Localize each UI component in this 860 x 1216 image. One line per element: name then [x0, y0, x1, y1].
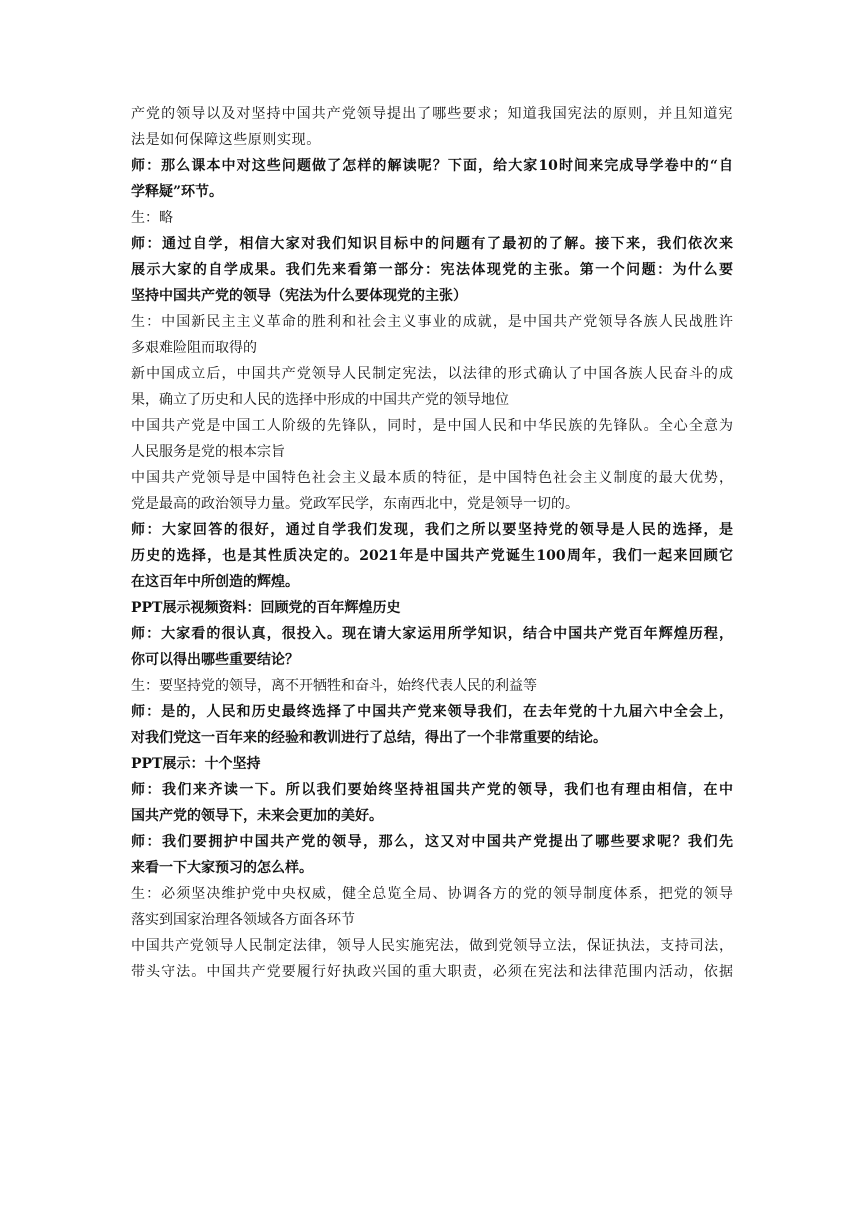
text-line: 法是如何保障这些原则实现。: [131, 132, 321, 148]
teacher-text-line: 展示大家的自学成果。我们先来看第一部分：宪法体现党的主张。第一个问题：为什么要: [131, 262, 733, 278]
text-line: 生：必须坚决维护党中央权威，健全总览全局、协调各方的党的领导制度体系，把党的领导: [131, 886, 733, 902]
text-line: 多艰难险阻而取得的: [131, 340, 257, 356]
teacher-text-line: 师：是的，人民和历史最终选择了中国共产党来领导我们，在去年党的十九届六中全会上，: [131, 704, 733, 720]
text-line: 新中国成立后，中国共产党领导人民制定宪法，以法律的形式确认了中国各族人民奋斗的成: [131, 366, 733, 382]
text-line: 生：要坚持党的领导，离不开牺牲和奋斗，始终代表人民的利益等: [131, 678, 537, 694]
teacher-text-line: 来看一下大家预习的怎么样。: [131, 860, 313, 876]
text-line: 产党的领导以及对坚持中国共产党领导提出了哪些要求；知道我国宪法的原则，并且知道宪: [131, 106, 733, 122]
teacher-text-line: PPT展示视频资料：回顾党的百年辉煌历史: [131, 600, 401, 616]
teacher-text-line: 师：那么课本中对这些问题做了怎样的解读呢？下面，给大家10时间来完成导学卷中的“自: [131, 158, 733, 174]
text-line: 党是最高的政治领导力量。党政军民学，东南西北中，党是领导一切的。: [131, 496, 579, 512]
text-line: 果，确立了历史和人民的选择中形成的中国共产党的领导地位: [131, 392, 509, 408]
text-line: 落实到国家治理各领域各方面各环节: [131, 912, 355, 928]
teacher-text-line: 坚持中国共产党的领导（宪法为什么要体现党的主张）: [131, 288, 467, 304]
text-line: 带头守法。中国共产党要履行好执政兴国的重大职责，必须在宪法和法律范围内活动，依据: [131, 964, 733, 980]
teacher-text-line: 学释疑”环节。: [131, 184, 224, 200]
text-line: 生：略: [131, 210, 173, 226]
teacher-text-line: 国共产党的领导下，未来会更加的美好。: [131, 808, 383, 824]
teacher-text-line: 师：我们要拥护中国共产党的领导，那么，这又对中国共产党提出了哪些要求呢？我们先: [131, 834, 733, 850]
teacher-text-line: 师：大家看的很认真，很投入。现在请大家运用所学知识，结合中国共产党百年辉煌历程，: [131, 626, 733, 642]
teacher-text-line: 师：大家回答的很好，通过自学我们发现，我们之所以要坚持党的领导是人民的选择，是: [131, 522, 733, 538]
teacher-text-line: 你可以得出哪些重要结论？: [131, 652, 299, 668]
teacher-text-line: 历史的选择，也是其性质决定的。2021年是中国共产党诞生100周年，我们一起来回顾它: [131, 548, 733, 564]
text-line: 中国共产党是中国工人阶级的先锋队，同时，是中国人民和中华民族的先锋队。全心全意为: [131, 418, 733, 434]
document-body: [131, 101, 733, 985]
text-line: 生：中国新民主主义革命的胜利和社会主义事业的成就，是中国共产党领导各族人民战胜许: [131, 314, 733, 330]
teacher-text-line: PPT展示：十个坚持: [131, 756, 261, 772]
teacher-text-line: 对我们党这一百年来的经验和教训进行了总结，得出了一个非常重要的结论。: [131, 730, 607, 746]
teacher-text-line: 在这百年中所创造的辉煌。: [131, 574, 299, 590]
teacher-text-line: 师：通过自学，相信大家对我们知识目标中的问题有了最初的了解。接下来，我们依次来: [131, 236, 733, 252]
text-line: 中国共产党领导是中国特色社会主义最本质的特征，是中国特色社会主义制度的最大优势，: [131, 470, 733, 486]
text-line: 中国共产党领导人民制定法律，领导人民实施宪法，做到党领导立法，保证执法，支持司法，: [131, 938, 733, 954]
teacher-text-line: 师：我们来齐读一下。所以我们要始终坚持祖国共产党的领导，我们也有理由相信，在中: [131, 782, 733, 798]
text-line: 人民服务是党的根本宗旨: [131, 444, 285, 460]
